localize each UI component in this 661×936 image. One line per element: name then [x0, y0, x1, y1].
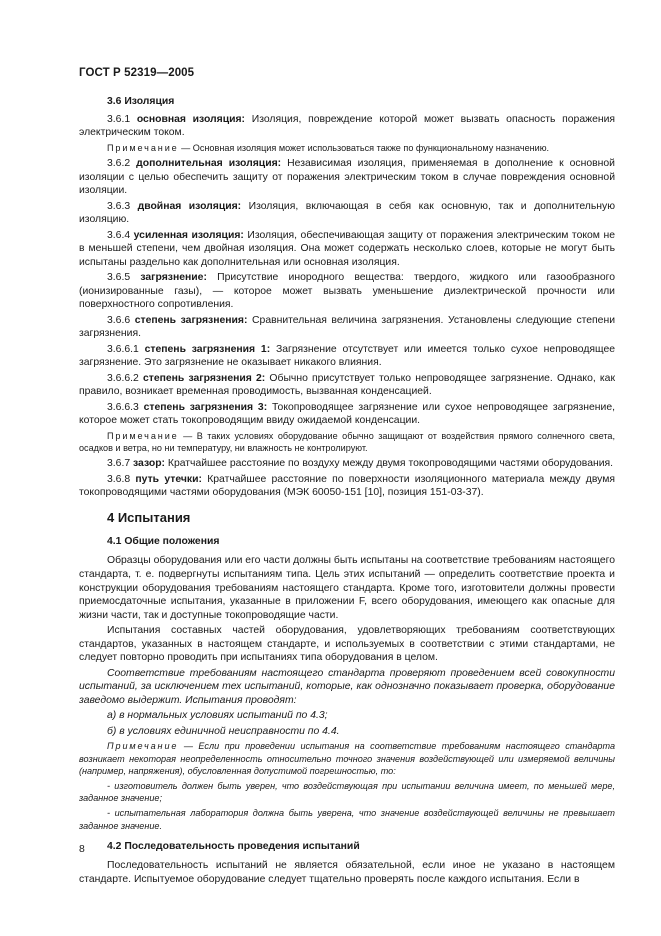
clause-number: 3.6.4 — [107, 229, 131, 241]
page-number: 8 — [79, 844, 85, 855]
term: степень загрязнения 1: — [144, 343, 271, 355]
definition: Изоляция, обеспечивающая защиту от поражения электрическим током не в меньшей степени, чем двойная изоляция. Она может содержать несколько слоев, которые не могут быть испытаны раздельно как дополнительная или основная изоляция. — [79, 229, 615, 268]
clause-number: 3.6.7 — [107, 458, 131, 470]
paragraph: Соответствие требованиям настоящего стандарта проверяют проведением всей совокупности испытаний, за исключением тех испытаний, которые, как однозначно показывает проверка, оборудование заведомо выдержит. Испытания проводят: — [79, 667, 615, 706]
term: путь утечки: — [135, 473, 202, 485]
clause-3-6-3 — [79, 200, 615, 227]
definition: Сравнительная величина загрязнения. Установлены следующие степени загрязнения. — [79, 314, 616, 340]
term: степень загрязнения 3: — [143, 401, 268, 413]
document-header: ГОСТ Р 52319—2005 — [79, 67, 195, 79]
clause-3-6-4 — [79, 229, 615, 270]
clause-3-6-1 — [79, 113, 615, 140]
clause-3-6-5 — [79, 271, 615, 312]
note-label: Примечание — [107, 142, 179, 153]
definition: Кратчайшее расстояние по воздуху между двумя токопроводящими частями оборудования. — [167, 458, 614, 470]
note-dash-item: - испытательная лаборатория должна быть уверена, что значение воздействующей величины не превышает заданное значение. — [79, 808, 615, 831]
paragraph: Последовательность испытаний не является обязательной, если иное не указано в настоящем стандарте. Испытуемое оборудование следует тщательно проверять после каждого испытания. Если в — [79, 860, 615, 885]
term: усиленная изоляция: — [133, 229, 244, 241]
document-body — [79, 95, 615, 888]
definition: Присутствие инородного вещества: твердого, жидкого или газообразного (ионизированные газы), — которое может вызвать уменьшение диэлектрической прочности или поверхностного сопротивления. — [79, 272, 615, 311]
clause-number: 3.6.8 — [107, 473, 131, 485]
clause-3-6-7 — [79, 457, 615, 471]
definition: Загрязнение отсутствует или имеется только сухое непроводящее загрязнение. Это загрязнение не оказывает никакого влияния. — [79, 343, 616, 369]
note-text: — Основная изоляция может использоваться также по функциональному назначению. — [181, 142, 550, 153]
section-4-2-heading: 4.2 Последовательность проведения испытаний — [107, 840, 360, 852]
definition: Токопроводящее загрязнение или сухое непроводящее загрязнение, которое может стать токопроводящим ввиду ожидаемой конденсации. — [79, 401, 615, 427]
term: степень загрязнения 2: — [142, 372, 266, 384]
note-dash-item: - изготовитель должен быть уверен, что воздействующая при испытании величина имеет, по меньшей мере, заданное значение; — [79, 780, 615, 804]
term: двойная изоляция: — [137, 200, 242, 212]
note — [79, 430, 615, 454]
clause-number: 3.6.2 — [107, 157, 131, 169]
paragraph: Испытания составных частей оборудования, удовлетворяющих требованиям соответствующих стандартов, указанных в настоящем стандарте, и используемых в соответствии с этими стандартами, не следует повторно проводить при испытаниях типа оборудования в целом. — [79, 625, 615, 664]
section-4-1-heading: 4.1 Общие положения — [107, 535, 220, 547]
clause-number: 3.6.1 — [107, 113, 131, 125]
clause-3-6-6-3 — [79, 401, 615, 428]
clause-number: 3.6.6.3 — [107, 401, 139, 413]
clause-number: 3.6.6.2 — [107, 372, 139, 384]
note-label: Примечание — [107, 430, 179, 441]
term: зазор: — [133, 458, 166, 470]
definition: Обычно присутствует только непроводящее загрязнение. Однако, как правило, возникает временная проводимость, вызванная конденсацией. — [79, 372, 616, 398]
clause-3-6-6 — [79, 314, 615, 341]
clause-number: 3.6.5 — [107, 272, 131, 284]
definition: Изоляция, повреждение которой может вызвать опасность поражения электрическим током. — [79, 113, 616, 139]
paragraph: Образцы оборудования или его части должны быть испытаны на соответствие требованиям настоящего стандарта, т. е. подвергнуты испытаниям типа. Цель этих испытаний — определить соответствие проекта и конструкции оборудования требованиям настоящего стандарта. Кроме того, изготовители должны провести приемосдаточные испытания, указанные в приложении F, всего оборудования, имеющего как опасные для жизни части, так и доступные токопроводящие части. — [79, 555, 615, 621]
clause-3-6-6-1 — [79, 343, 615, 370]
term: степень загрязнения: — [134, 314, 248, 326]
clause-3-6-6-2 — [79, 372, 615, 399]
note-label: Примечание — [107, 741, 179, 752]
note — [79, 740, 615, 777]
clause-3-6-8 — [79, 473, 615, 500]
note — [79, 142, 615, 154]
definition: Изоляция, включающая в себя как основную, так и дополнительную изоляцию. — [79, 200, 615, 226]
term: загрязнение: — [140, 272, 207, 284]
list-item-b: б) в условиях единичной неисправности по 4.4. — [107, 725, 340, 737]
clause-number: 3.6.3 — [107, 200, 131, 212]
section-4-heading: 4 Испытания — [107, 509, 191, 525]
note-text: — В таких условиях оборудование обычно защищают от воздействия прямого солнечного света, осадков и ветра, но ни температуру, ни влажность не контролируют. — [79, 430, 616, 454]
list-item-a: а) в нормальных условиях испытаний по 4.3; — [107, 710, 328, 722]
definition: Кратчайшее расстояние по поверхности изоляционного материала между двумя токопроводящими частями оборудования (МЭК 60050-151 [10], позиция 151-03-37). — [79, 473, 615, 499]
definition: Независимая изоляция, применяемая в дополнение к основной изоляции с целью обеспечить защиту от поражения электрическим током в случае повреждения основной изоляции. — [79, 157, 615, 197]
section-3-6-title: 3.6 Изоляция — [107, 96, 175, 107]
term: дополнительная изоляция: — [136, 157, 282, 169]
note-text: — Если при проведении испытания на соответствие требованиям настоящего стандарта возникает некоторая неопределенность относительно точного значения воздействующей или измеряемой величины (например, напряжения), обусловленная допустимой погрешностью, то: — [79, 741, 615, 776]
term: основная изоляция: — [136, 113, 246, 125]
clause-number: 3.6.6 — [107, 314, 131, 326]
clause-number: 3.6.6.1 — [107, 343, 139, 355]
clause-3-6-2 — [79, 157, 615, 198]
